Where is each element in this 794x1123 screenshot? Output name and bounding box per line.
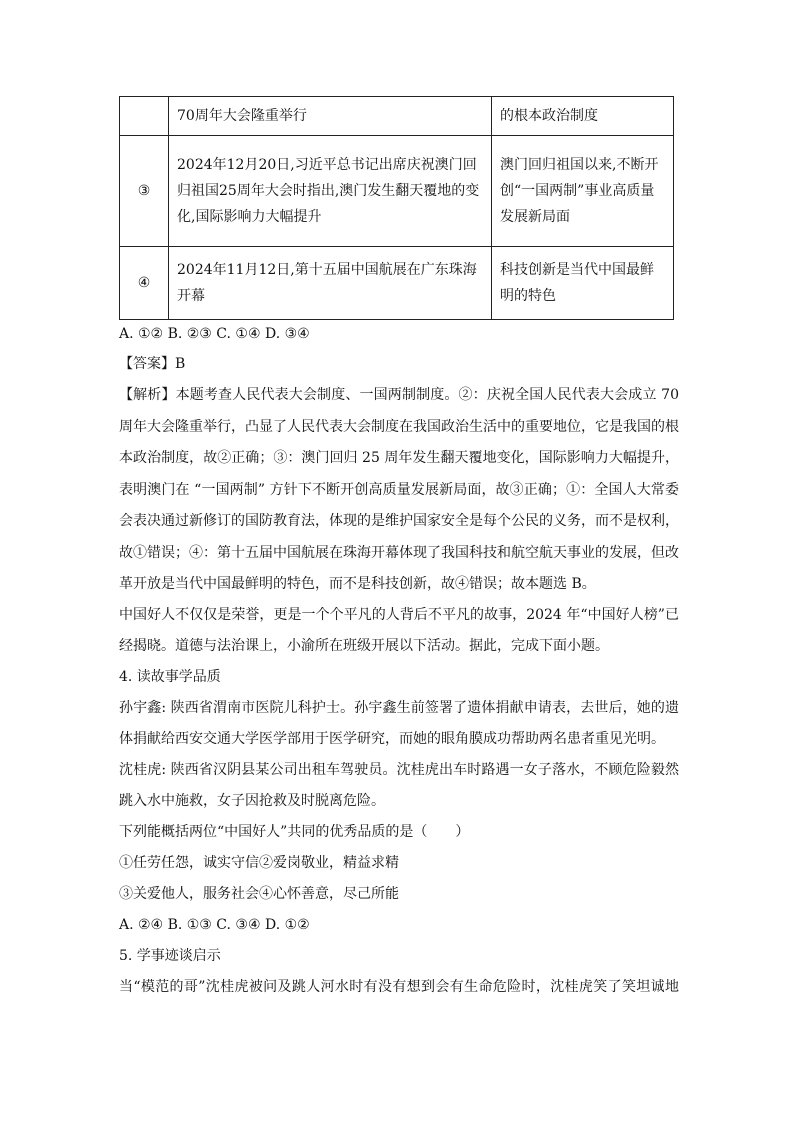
row-number: ④: [120, 247, 169, 320]
viewpoint-cell: 科技创新是当代中国最鲜明的特色: [492, 247, 674, 320]
q3-options: A. ①② B. ②③ C. ①④ D. ③④: [119, 326, 310, 342]
q5-text: 当“模范的哥”沈桂虎被问及跳人河水时有没有想到会有生命危险时，沈桂虎笑了笑坦诚地: [119, 979, 679, 995]
intro-line: 经揭晓。道德与法治课上，小渝所在班级开展以下活动。据此，完成下面小题。: [119, 638, 609, 654]
q4-choices-2: ③关爱他人，服务社会④心怀善意，尽己所能: [119, 886, 399, 902]
q4-title: 4. 读故事学品质: [119, 669, 221, 685]
table-row: [120, 97, 674, 136]
event-cell: 70周年大会隆重举行: [169, 97, 492, 136]
q3-answer: 【答案】B: [119, 356, 186, 372]
viewpoint-cell: 澳门回归祖国以来,不断开创“一国两制”事业高质量发展新局面: [492, 136, 674, 247]
row-number: ③: [120, 136, 169, 247]
intro-line: 中国好人不仅仅是荣誉，更是一个个平凡的人背后不平凡的故事，2024 年“中国好人榜”已: [119, 607, 679, 623]
story-line: 体捐献给西安交通大学医学部用于医学研究，而她的眼角膜成功帮助两名患者重见光明。: [119, 731, 665, 747]
table-row: [120, 247, 674, 320]
question-table: [119, 96, 674, 320]
q5-title: 5. 学事迹谈启示: [119, 948, 221, 964]
viewpoint-cell: 的根本政治制度: [492, 97, 674, 136]
analysis-line: 会表决通过新修订的国防教育法，体现的是维护国家安全是每个公民的义务，而不是权利，: [119, 513, 679, 529]
event-cell: 2024年12月20日,习近平总书记出席庆祝澳门回归祖国25周年大会时指出,澳门发生翻天覆地的变化,国际影响力大幅提升: [169, 136, 492, 247]
q4-choices-1: ①任劳任怨，诚实守信②爱岗敬业，精益求精: [119, 855, 399, 871]
table-row: [120, 136, 674, 247]
analysis-line: 表明澳门在 “一国两制” 方针下不断开创高质量发展新局面，故③正确；①：全国人大常委: [119, 482, 679, 498]
row-number: [120, 97, 169, 136]
analysis-line: 革开放是当代中国最鲜明的特色，而不是科技创新，故④错误；故本题选 B。: [119, 576, 596, 592]
analysis-line: 周年大会隆重举行，凸显了人民代表大会制度在我国政治生活中的重要地位，它是我国的根: [119, 419, 679, 435]
analysis-line: 故①错误；④：第十五届中国航展在珠海开幕体现了我国科技和航空航天事业的发展，但改: [119, 545, 679, 561]
story-line: 沈桂虎: 陕西省汉阴县某公司出租车驾驶员。沈桂虎出车时路遇一女子落水，不顾危险毅然: [119, 762, 679, 778]
q4-stem: 下列能概括两位“中国好人”共同的优秀品质的是（ ）: [119, 824, 470, 840]
story-line: 跳入水中施救，女子因抢救及时脱离危险。: [119, 793, 385, 809]
q4-options: A. ②④ B. ①③ C. ③④ D. ①②: [119, 917, 310, 933]
analysis-line: 本政治制度，故②正确；③：澳门回归 25 周年发生翻天覆地变化，国际影响力大幅提升，: [119, 450, 679, 466]
event-cell: 2024年11月12日,第十五届中国航展在广东珠海开幕: [169, 247, 492, 320]
story-line: 孙宇鑫: 陕西省渭南市医院儿科护士。孙宇鑫生前签署了遗体捐献申请表，去世后，她的遗: [119, 700, 679, 716]
analysis-line: 【解析】本题考查人民代表大会制度、一国两制制度。②：庆祝全国人民代表大会成立 70: [119, 387, 679, 403]
